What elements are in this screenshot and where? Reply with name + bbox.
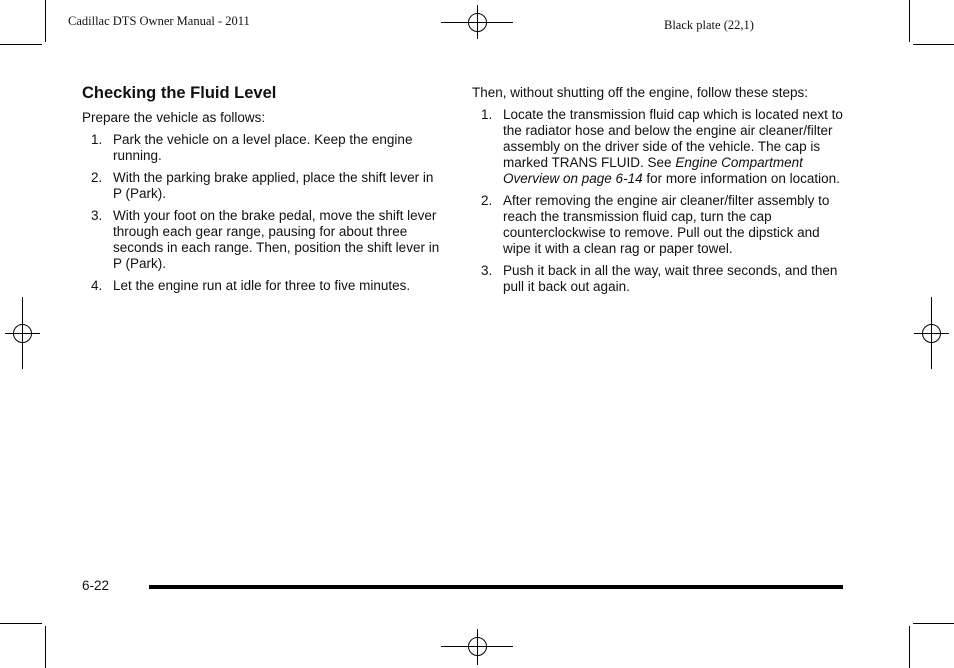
step-text: Park the vehicle on a level place. Keep the engine running. (113, 132, 413, 163)
list-item (82, 208, 444, 272)
step-number: 4. (91, 278, 103, 293)
crop-mark-top-right-horizontal (913, 44, 954, 45)
step-text: With the parking brake applied, place the shift lever in P (Park). (113, 170, 434, 201)
step-text: Let the engine run at idle for three to five minutes. (113, 278, 411, 293)
crop-mark-top-left-horizontal (0, 44, 42, 45)
registration-mark-left-circle (13, 324, 32, 343)
list-item (472, 263, 844, 295)
manual-title-header: Cadillac DTS Owner Manual - 2011 (68, 14, 250, 28)
list-item (472, 107, 844, 187)
right-column (472, 85, 844, 301)
list-item (472, 193, 844, 257)
list-item (82, 170, 444, 202)
plate-label-header: Black plate (22,1) (664, 18, 754, 32)
section-intro: Prepare the vehicle as follows: (82, 110, 266, 125)
cross-reference-link[interactable]: Engine Compartment Overview on page 6-14 (503, 155, 803, 186)
list-item (82, 278, 444, 294)
continuation-intro: Then, without shutting off the engine, follow these steps: (472, 85, 808, 100)
registration-mark-bottom-circle (468, 637, 487, 656)
page-number: 6-22 (82, 578, 110, 593)
crop-mark-bottom-left-horizontal (0, 623, 42, 624)
crop-mark-bottom-right-horizontal (913, 623, 954, 624)
step-number: 1. (91, 132, 103, 147)
left-column (82, 110, 444, 300)
step-text-continued: for more information on location. (642, 171, 840, 186)
step-text: Push it back in all the way, wait three seconds, and then pull it back out again. (503, 263, 838, 294)
checking-steps-list (472, 107, 844, 295)
step-text: With your foot on the brake pedal, move the shift lever through each gear range, pausing for about three seconds in each range. Then, position the shift lever in P (Park). (113, 208, 440, 271)
list-item (82, 132, 444, 164)
step-text: After removing the engine air cleaner/filter assembly to reach the transmission fluid cap, turn the cap counterclockwise to remove. Pull out the dipstick and wipe it with a clean rag or paper towel. (503, 193, 830, 256)
step-number: 2. (481, 193, 493, 208)
crop-mark-bottom-right-vertical (909, 626, 910, 668)
crop-mark-bottom-left-vertical (45, 626, 46, 668)
crop-mark-top-right-vertical (909, 0, 910, 42)
step-number: 2. (91, 170, 103, 185)
step-number: 1. (481, 107, 493, 122)
step-number: 3. (91, 208, 103, 223)
preparation-steps-list (82, 132, 444, 294)
crop-mark-top-left-vertical (45, 0, 46, 42)
step-text: Locate the transmission fluid cap which is located next to the radiator hose and below the engine air cleaner/filter assembly on the driver side of the vehicle. The cap is marked TRANS FLUID. See (503, 107, 843, 170)
section-heading: Checking the Fluid Level (82, 84, 277, 102)
step-number: 3. (481, 263, 493, 278)
footer-rule (149, 585, 843, 589)
registration-mark-top-circle (468, 13, 487, 32)
registration-mark-right-circle (922, 324, 941, 343)
